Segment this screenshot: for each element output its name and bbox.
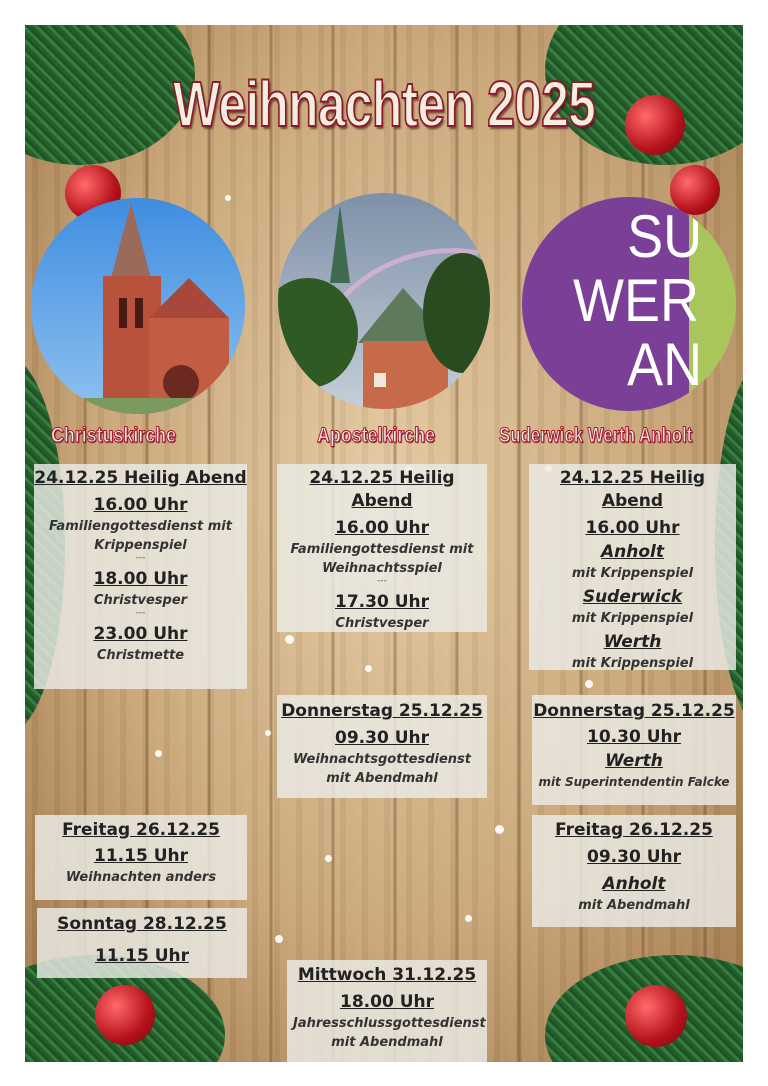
label-suderwick-werth-anholt: Suderwick Werth Anholt [499,424,693,447]
event-time: 17.30 Uhr [335,592,429,612]
logo-line-3: AN [626,331,702,398]
snowflake [325,855,332,862]
event-place: Anholt [601,542,664,562]
event-description: Familiengottesdienst mit Krippenspiel [49,519,232,553]
snowflake [465,915,472,922]
event-suwera-heiligabend [529,464,736,670]
event-description: mit Krippenspiel [571,611,694,626]
event-time: 09.30 Uhr [335,728,429,748]
event-apostelkirche-heiligabend [277,464,487,632]
snowflake [285,635,294,644]
snowflake [495,825,504,834]
event-description: mit Superintendentin Falcke [538,775,730,789]
poster-title: Weihnachten 2025 [172,68,596,140]
event-time: 16.00 Uhr [93,495,188,515]
logo-line-1: SU [626,203,702,270]
event-description: Familiengottesdienst mit Weihnachtsspiel [290,542,474,576]
event-place: Anholt [602,874,666,894]
christuskirche-photo [31,198,245,414]
snowflake [225,195,231,201]
snowflake [155,750,162,757]
event-heading: Mittwoch 31.12.25 [297,965,477,985]
event-description: Weihnachten anders [65,870,217,885]
poster [25,25,743,1062]
event-heading: Freitag 26.12.25 [62,820,220,840]
event-description: mit Krippenspiel [571,566,694,581]
event-suwera-25 [532,695,736,805]
event-time: 18.00 Uhr [93,569,188,589]
event-heading: 24.12.25 Heilig Abend [559,468,706,511]
event-place: Suderwick [582,587,683,607]
event-time: 18.00 Uhr [340,992,434,1012]
event-description: mit Abendmahl [578,898,690,913]
ornament-bottom-left [95,985,155,1045]
event-description: Christvesper [335,616,429,631]
event-christuskirche-heiligabend [34,464,247,689]
church-illustration [278,193,490,409]
event-description: Weihnachtsgottesdienst mit Abendmahl [293,752,471,786]
snowflake [585,680,593,688]
separator: --- [135,553,146,563]
event-apostelkirche-25 [277,695,487,798]
event-time: 16.00 Uhr [335,518,429,538]
logo-line-2: WER [573,267,700,334]
event-description: mit Krippenspiel [571,656,694,671]
event-time: 23.00 Uhr [93,624,188,644]
snowflake [365,665,372,672]
event-place: Werth [603,632,662,652]
event-time: 11.15 Uhr [94,846,188,866]
apostelkirche-photo [278,193,490,409]
event-time: 10.30 Uhr [587,727,681,747]
church-illustration [31,198,245,414]
event-christuskirche-28 [37,908,247,978]
event-description: Jahresschlussgottesdienst mit Abendmahl [293,1016,486,1050]
event-description: Christvesper [93,593,188,608]
snowflake [275,935,283,943]
event-heading: Freitag 26.12.25 [555,820,713,840]
event-description: Christmette [96,648,185,663]
event-apostelkirche-31 [287,960,487,1062]
event-christuskirche-26 [35,815,247,900]
event-heading: 24.12.25 Heilig Abend [309,468,455,511]
separator: --- [135,608,146,618]
label-apostelkirche: Apostelkirche [317,424,436,447]
event-heading: Sonntag 28.12.25 [57,914,227,934]
event-heading: 24.12.25 Heilig Abend [34,468,247,488]
event-place: Werth [605,751,663,771]
event-time: 09.30 Uhr [587,847,681,867]
separator: --- [377,576,387,586]
ornament-bottom-right [625,985,687,1047]
snowflake [265,730,271,736]
event-heading: Donnerstag 25.12.25 [281,701,483,721]
event-time: 11.15 Uhr [95,946,189,966]
suwera-logo [522,197,736,411]
label-christuskirche: Christuskirche [51,424,177,447]
event-suwera-26 [532,815,736,927]
event-heading: Donnerstag 25.12.25 [533,701,735,721]
event-time: 16.00 Uhr [585,518,680,538]
